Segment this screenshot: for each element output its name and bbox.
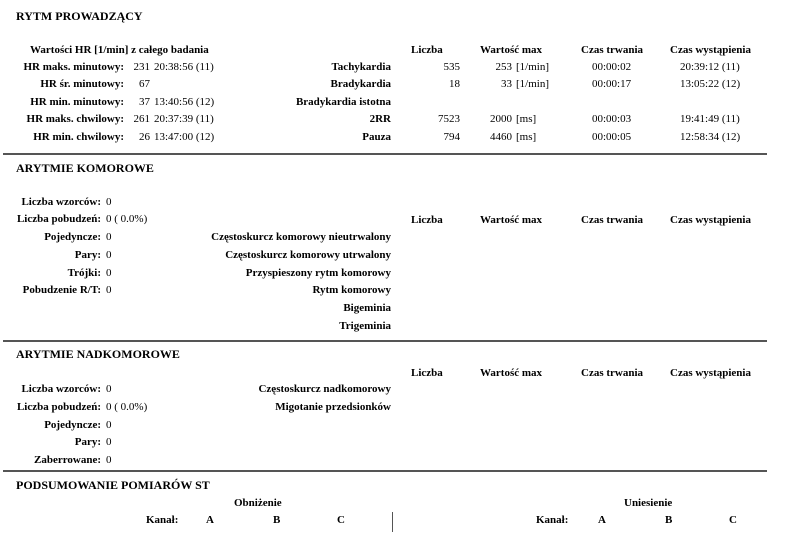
event-count: 18 xyxy=(449,78,460,90)
section-title-nadkomorowe: ARYTMIE NADKOMOROWE xyxy=(16,347,180,361)
hr-row-label: HR min. minutowy: xyxy=(30,96,124,108)
event-count: 794 xyxy=(443,131,460,143)
event-name: Bradykardia xyxy=(330,78,391,90)
stat-label: Pary: xyxy=(74,249,101,261)
st-left-channel-a: A xyxy=(206,514,214,526)
stat-value: 0 xyxy=(106,284,112,296)
col-czas-trwania: Czas trwania xyxy=(581,214,644,226)
section-title-rytm: RYTM PROWADZĄCY xyxy=(16,9,143,23)
event-occurrence: 20:39:12 (11) xyxy=(680,61,740,73)
stat-label: Liczba wzorców: xyxy=(21,196,101,208)
st-right-channel-c: C xyxy=(729,514,737,526)
col-czas-wystapienia: Czas wystąpienia xyxy=(670,214,751,226)
col-wartosc-max: Wartość max xyxy=(480,214,543,226)
event-count: 7523 xyxy=(438,113,460,125)
event-duration: 00:00:03 xyxy=(592,113,632,125)
stat-value: 0 ( 0.0%) xyxy=(106,213,148,225)
stat-value: 0 xyxy=(106,231,112,243)
stat-label: Zaberrowane: xyxy=(33,454,101,466)
event-name: Bradykardia istotna xyxy=(295,96,391,108)
col-czas-wystapienia: Czas wystąpienia xyxy=(670,367,751,379)
hr-row-time: 13:40:56 (12) xyxy=(154,96,215,108)
col-wartosc-max: Wartość max xyxy=(480,367,543,379)
stat-label: Pojedyncze: xyxy=(44,419,101,431)
event-duration: 00:00:05 xyxy=(592,131,632,143)
col-liczba: Liczba xyxy=(411,44,443,56)
event-max: 253 xyxy=(495,61,512,73)
col-czas-wystapienia: Czas wystąpienia xyxy=(670,44,751,56)
stat-value: 0 ( 0.0%) xyxy=(106,401,148,413)
stat-value: 0 xyxy=(106,267,112,279)
stat-value: 0 xyxy=(106,454,112,466)
hr-row-value: 67 xyxy=(139,78,150,90)
st-right-channel-label: Kanał: xyxy=(536,514,569,526)
hr-header: Wartości HR [1/min] z całego badania xyxy=(30,44,209,56)
hr-row-time: 13:47:00 (12) xyxy=(154,131,215,143)
hr-row-value: 26 xyxy=(139,131,150,143)
event-name: 2RR xyxy=(369,113,391,125)
st-divider xyxy=(392,512,393,532)
nadkomorowe-event-name: Migotanie przedsionków xyxy=(275,401,391,413)
nadkomorowe-event-name: Częstoskurcz nadkomorowy xyxy=(258,383,391,395)
st-right-channel-a: A xyxy=(598,514,606,526)
event-unit: [ms] xyxy=(516,113,537,125)
section-divider xyxy=(3,340,767,342)
event-occurrence: 12:58:34 (12) xyxy=(680,131,741,143)
event-name: Pauza xyxy=(362,131,391,143)
stat-value: 0 xyxy=(106,249,112,261)
col-czas-trwania: Czas trwania xyxy=(581,44,644,56)
event-occurrence: 19:41:49 (11) xyxy=(680,113,740,125)
col-wartosc-max: Wartość max xyxy=(480,44,543,56)
st-left-channel-b: B xyxy=(273,514,281,526)
col-liczba: Liczba xyxy=(411,367,443,379)
stat-value: 0 xyxy=(106,383,112,395)
hr-row-label: HR maks. minutowy: xyxy=(23,61,124,73)
event-occurrence: 13:05:22 (12) xyxy=(680,78,741,90)
st-right-channel-b: B xyxy=(665,514,673,526)
hr-row-value: 231 xyxy=(133,61,150,73)
event-max: 4460 xyxy=(490,131,512,143)
event-max: 2000 xyxy=(490,113,512,125)
komorowe-event-name: Przyspieszony rytm komorowy xyxy=(245,267,391,279)
stat-label: Liczba pobudzeń: xyxy=(16,213,101,225)
stat-label: Liczba wzorców: xyxy=(21,383,101,395)
event-unit: [1/min] xyxy=(516,61,549,73)
event-max: 33 xyxy=(501,78,512,90)
komorowe-event-name: Częstoskurcz komorowy utrwalony xyxy=(225,249,391,261)
event-unit: [ms] xyxy=(516,131,537,143)
event-duration: 00:00:17 xyxy=(592,78,632,90)
stat-label: Trójki: xyxy=(67,267,101,279)
section-title-komorowe: ARYTMIE KOMOROWE xyxy=(16,161,154,175)
komorowe-event-name: Trigeminia xyxy=(339,320,391,332)
section-title-st: PODSUMOWANIE POMIARÓW ST xyxy=(16,478,210,492)
event-unit: [1/min] xyxy=(516,78,549,90)
stat-value: 0 xyxy=(106,419,112,431)
event-duration: 00:00:02 xyxy=(592,61,632,73)
section-divider xyxy=(3,153,767,155)
stat-label: Pobudzenie R/T: xyxy=(22,284,101,296)
komorowe-event-name: Bigeminia xyxy=(343,302,391,314)
stat-label: Pary: xyxy=(74,436,101,448)
stat-value: 0 xyxy=(106,196,112,208)
komorowe-event-name: Częstoskurcz komorowy nieutrwalony xyxy=(211,231,391,243)
hr-row-value: 261 xyxy=(133,113,150,125)
hr-row-value: 37 xyxy=(139,96,150,108)
event-count: 535 xyxy=(443,61,460,73)
komorowe-event-name: Rytm komorowy xyxy=(312,284,391,296)
stat-value: 0 xyxy=(106,436,112,448)
stat-label: Pojedyncze: xyxy=(44,231,101,243)
hr-row-time: 20:37:39 (11) xyxy=(154,113,214,125)
event-name: Tachykardia xyxy=(331,61,391,73)
st-left-channel-label: Kanał: xyxy=(146,514,179,526)
col-czas-trwania: Czas trwania xyxy=(581,367,644,379)
stat-label: Liczba pobudzeń: xyxy=(16,401,101,413)
st-left-channel-c: C xyxy=(337,514,345,526)
hr-row-label: HR śr. minutowy: xyxy=(40,78,124,90)
hr-row-time: 20:38:56 (11) xyxy=(154,61,214,73)
hr-row-label: HR maks. chwilowy: xyxy=(26,113,124,125)
hr-row-label: HR min. chwilowy: xyxy=(33,131,124,143)
st-left-title: Obniżenie xyxy=(234,497,282,509)
st-right-title: Uniesienie xyxy=(624,497,673,509)
section-divider xyxy=(3,470,767,472)
col-liczba: Liczba xyxy=(411,214,443,226)
